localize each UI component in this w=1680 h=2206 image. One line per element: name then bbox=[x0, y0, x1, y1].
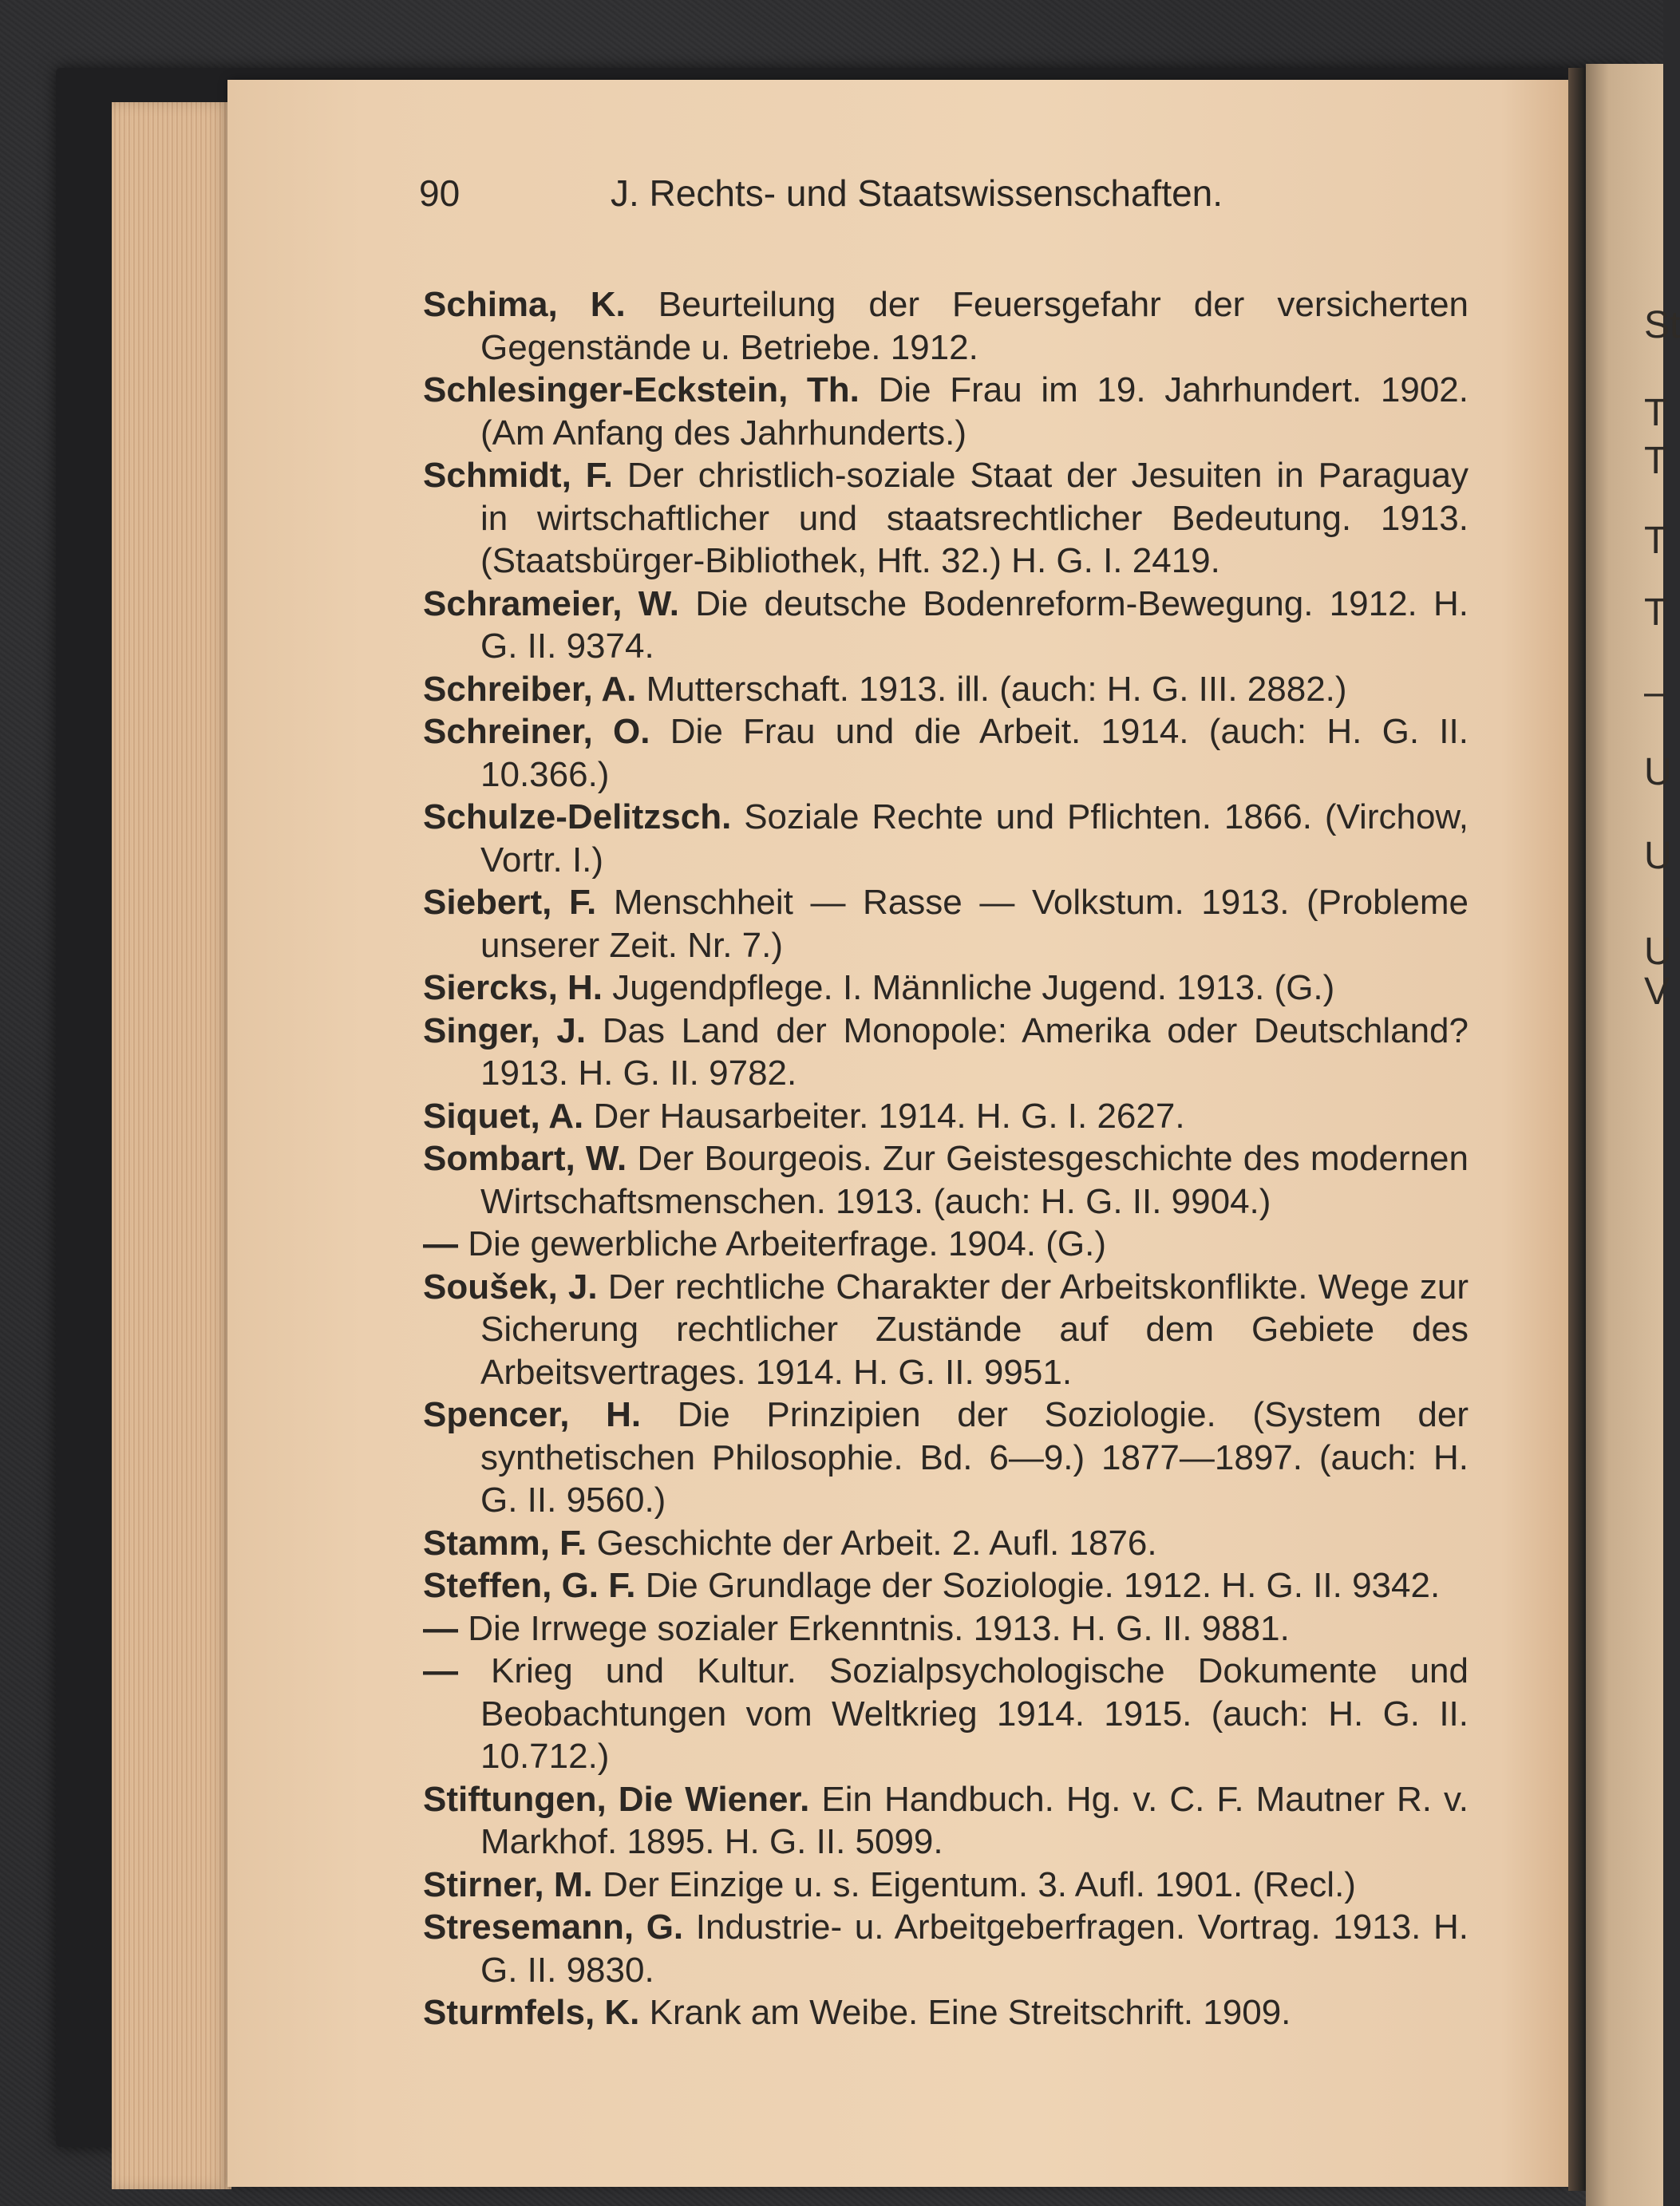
next-page-letter: T bbox=[1644, 440, 1668, 482]
entry-author: Spencer, H. bbox=[423, 1395, 642, 1434]
entry-text: Die Frau und die Arbeit. 1914. (auch: H. G. II. 10.366.) bbox=[480, 712, 1469, 794]
bibliography-entry bbox=[423, 1522, 1469, 1565]
next-page-letter: T bbox=[1644, 591, 1668, 634]
entry-text: Mutterschaft. 1913. ill. (auch: H. G. III. 2882.) bbox=[646, 669, 1347, 709]
book-gutter bbox=[1568, 68, 1586, 2191]
entry-text: Die Frau im 19. Jahrhundert. 1902. (Am Anfang des Jahrhunderts.) bbox=[480, 370, 1469, 453]
bibliography-entry bbox=[423, 369, 1469, 454]
entry-text: Menschheit — Rasse — Volkstum. 1913. (Probleme unserer Zeit. Nr. 7.) bbox=[480, 883, 1469, 965]
bibliography-entry bbox=[423, 454, 1469, 583]
entry-text: Ein Handbuch. Hg. v. C. F. Mautner R. v. Markhof. 1895. H. G. II. 5099. bbox=[480, 1779, 1469, 1861]
next-page-letter: V bbox=[1644, 971, 1670, 1013]
entry-author: Stiftungen, Die Wiener. bbox=[423, 1779, 810, 1819]
page-header bbox=[419, 172, 1223, 215]
bibliography-entry bbox=[423, 1906, 1469, 1991]
bibliography-entry bbox=[423, 1010, 1469, 1095]
entry-author: Sombart, W. bbox=[423, 1139, 627, 1178]
entry-author: Schmidt, F. bbox=[423, 456, 613, 495]
bibliography-entry bbox=[423, 1650, 1469, 1778]
next-page-letter: T bbox=[1644, 520, 1668, 562]
entry-author: Stirner, M. bbox=[423, 1864, 593, 1904]
next-page-letter: St bbox=[1644, 304, 1680, 346]
bibliography-entry bbox=[423, 1864, 1469, 1907]
bibliography-entry bbox=[423, 1223, 1469, 1266]
bibliography-entry bbox=[423, 283, 1469, 369]
bibliography-entry bbox=[423, 1266, 1469, 1394]
entry-text: Die Grundlage der Soziologie. 1912. H. G. II. 9342. bbox=[645, 1566, 1441, 1605]
entry-text: Industrie- u. Arbeitgeberfragen. Vortrag. 1913. H. G. II. 9830. bbox=[480, 1908, 1469, 1990]
entry-text: Krieg und Kultur. Sozialpsychologische Dokumente und Beobachtungen vom Weltkrieg 1914. 1915. (auch: H. G. II. 10.712.) bbox=[480, 1651, 1469, 1776]
entry-text: Die gewerbliche Arbeiterfrage. 1904. (G.) bbox=[468, 1224, 1106, 1263]
bibliography-entry bbox=[423, 1991, 1469, 2034]
entry-author: Schreiner, O. bbox=[423, 712, 650, 751]
entry-author: Schulze-Delitzsch. bbox=[423, 797, 732, 836]
bibliography-entry bbox=[423, 796, 1469, 881]
entry-text: Der rechtliche Charakter der Arbeitskonflikte. Wege zur Sicherung rechtlicher Zustände auf dem Gebiete des Arbeitsvertrages. 1914. H. G. II. 9951. bbox=[480, 1267, 1469, 1392]
entry-text: Der Bourgeois. Zur Geistesgeschichte des modernen Wirtschaftsmenschen. 1913. (auch: H. G. II. 9904.) bbox=[480, 1139, 1469, 1221]
bibliography-entry bbox=[423, 583, 1469, 668]
bibliography-entry bbox=[423, 1137, 1469, 1223]
entry-author: Stamm, F. bbox=[423, 1523, 587, 1563]
entry-author: — bbox=[423, 1224, 458, 1263]
next-page-letter: U bbox=[1644, 931, 1672, 973]
bibliography-entry bbox=[423, 1564, 1469, 1607]
entry-author: Schlesinger-Eckstein, Th. bbox=[423, 370, 860, 409]
entry-author: Siercks, H. bbox=[423, 968, 603, 1007]
entry-text: Die deutsche Bodenreform-Bewegung. 1912. H. G. II. 9374. bbox=[480, 583, 1469, 666]
next-page-letter: – bbox=[1644, 671, 1666, 714]
entry-author: Siquet, A. bbox=[423, 1096, 584, 1136]
entry-text: Der Einzige u. s. Eigentum. 3. Aufl. 1901. (Recl.) bbox=[602, 1864, 1356, 1904]
entry-author: Siebert, F. bbox=[423, 883, 597, 922]
next-page-edge bbox=[1586, 64, 1663, 2206]
entry-text: Die Prinzipien der Soziologie. (System der synthetischen Philosophie. Bd. 6—9.) 1877—1897. (auch: H. G. II. 9560.) bbox=[480, 1395, 1469, 1520]
next-page-letter: U bbox=[1644, 751, 1672, 793]
entry-text: Soziale Rechte und Pflichten. 1866. (Virchow, Vortr. I.) bbox=[480, 797, 1469, 880]
entry-author: Singer, J. bbox=[423, 1010, 587, 1050]
bibliography-list bbox=[423, 283, 1469, 2034]
bibliography-entry bbox=[423, 1095, 1469, 1138]
bibliography-entry bbox=[423, 1778, 1469, 1864]
entry-author: Soušek, J. bbox=[423, 1267, 598, 1307]
entry-author: Schrameier, W. bbox=[423, 583, 680, 623]
next-page-letter: T bbox=[1644, 392, 1668, 434]
bibliography-entry bbox=[423, 1607, 1469, 1651]
section-title: J. Rechts- und Staatswissenschaften. bbox=[611, 172, 1223, 214]
entry-author: Schreiber, A. bbox=[423, 669, 637, 709]
entry-text: Jugendpflege. I. Männliche Jugend. 1913. (G.) bbox=[612, 968, 1335, 1007]
entry-text: Der christlich-soziale Staat der Jesuiten in Paraguay in wirtschaftlicher und staatsrechtlicher Bedeutung. 1913. (Staatsbürger-Bibliothek, Hft. 32.) H. G. I. 2419. bbox=[480, 456, 1469, 580]
entry-text: Krank am Weibe. Eine Streitschrift. 1909. bbox=[649, 1993, 1291, 2032]
entry-author: Sturmfels, K. bbox=[423, 1993, 640, 2032]
bibliography-entry bbox=[423, 668, 1469, 711]
entry-author: — bbox=[423, 1608, 458, 1648]
entry-author: Steffen, G. F. bbox=[423, 1566, 636, 1605]
page-number: 90 bbox=[419, 172, 461, 214]
entry-text: Die Irrwege sozialer Erkenntnis. 1913. H. G. II. 9881. bbox=[468, 1608, 1290, 1648]
bibliography-entry bbox=[423, 967, 1469, 1010]
bibliography-entry bbox=[423, 710, 1469, 796]
entry-text: Beurteilung der Feuersgefahr der versicherten Gegenstände u. Betriebe. 1912. bbox=[480, 285, 1469, 367]
page-edges bbox=[112, 102, 231, 2189]
entry-text: Geschichte der Arbeit. 2. Aufl. 1876. bbox=[596, 1523, 1157, 1563]
entry-text: Das Land der Monopole: Amerika oder Deutschland? 1913. H. G. II. 9782. bbox=[480, 1010, 1469, 1093]
bibliography-entry bbox=[423, 1394, 1469, 1522]
entry-author: — bbox=[423, 1651, 458, 1690]
entry-text: Der Hausarbeiter. 1914. H. G. I. 2627. bbox=[593, 1096, 1185, 1136]
next-page-letter: U bbox=[1644, 835, 1672, 877]
bibliography-entry bbox=[423, 881, 1469, 967]
entry-author: Schima, K. bbox=[423, 285, 626, 324]
entry-author: Stresemann, G. bbox=[423, 1908, 684, 1947]
